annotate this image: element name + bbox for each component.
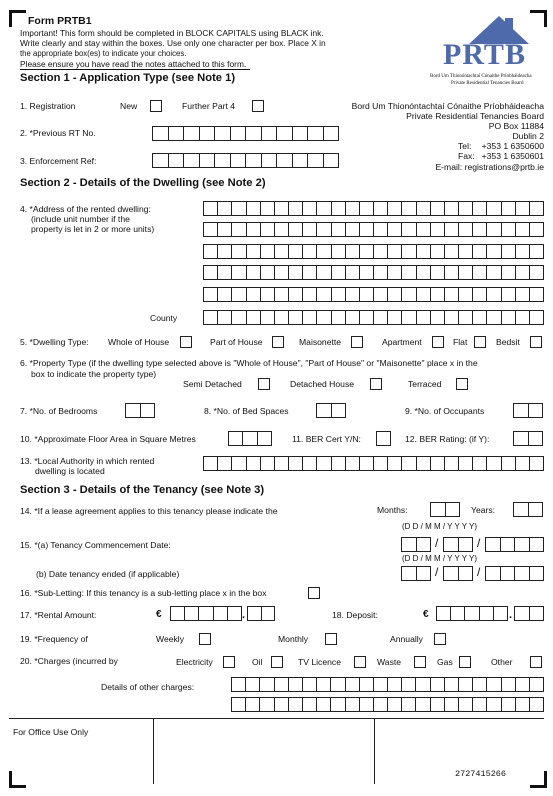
address-line-field-5[interactable] <box>203 287 544 302</box>
tv-licence-label: TV Licence <box>298 657 341 667</box>
new-label: New <box>120 101 138 111</box>
flat-checkbox[interactable] <box>474 336 486 348</box>
part-house-checkbox[interactable] <box>272 336 284 348</box>
occupants-label: 9. *No. of Occupants <box>405 406 485 416</box>
further-part4-label: Further Part 4 <box>182 101 236 111</box>
other-charges-field-2[interactable] <box>231 697 544 712</box>
bedsit-checkbox[interactable] <box>530 336 542 348</box>
terraced-label: Terraced <box>408 379 442 389</box>
registration-label: 1. Registration <box>20 101 76 111</box>
semi-detached-checkbox[interactable] <box>258 378 270 390</box>
occupants-field[interactable] <box>513 403 543 418</box>
property-type-label-1: 6. *Property Type (if the dwelling type selected above is "Whole of House", "Part of House" or "Maisonette" place x in the <box>20 358 478 368</box>
waste-label: Waste <box>377 657 402 667</box>
other-charges-label: Details of other charges: <box>101 682 195 692</box>
further-part4-checkbox[interactable] <box>252 100 264 112</box>
other-checkbox[interactable] <box>530 656 542 668</box>
new-checkbox[interactable] <box>150 100 162 112</box>
commencement-month-field[interactable] <box>443 537 473 552</box>
annually-label: Annually <box>390 634 423 644</box>
logo-text: PRTB <box>443 38 526 71</box>
apartment-label: Apartment <box>382 337 422 347</box>
section-3-title: Section 3 - Details of the Tenancy (see Note 3) <box>20 484 265 496</box>
commencement-day-field[interactable] <box>401 537 431 552</box>
monthly-label: Monthly <box>278 634 309 644</box>
ended-month-field[interactable] <box>443 566 473 581</box>
other-charges-field-1[interactable] <box>231 677 544 692</box>
intro-notice: Please ensure you have read the notes attached to this form. <box>20 59 250 70</box>
logo-caption-irish: Bord Um Thionóntachtaí Cónaithe Príobháideacha <box>430 74 532 79</box>
tv-licence-checkbox[interactable] <box>354 656 366 668</box>
previous-rt-field[interactable] <box>152 126 339 141</box>
date-format-hint-1: (D D / M M / Y Y Y Y) <box>402 522 477 531</box>
bedspaces-label: 8. *No. of Bed Spaces <box>204 406 289 416</box>
address-line-field-2[interactable] <box>203 222 544 237</box>
intro-line-1: Important! This form should be completed in BLOCK CAPITALS using BLACK ink. <box>20 28 324 38</box>
detached-house-label: Detached House <box>290 379 355 389</box>
floor-area-field[interactable] <box>228 431 272 446</box>
intro-line-2: Write clearly and stay within the boxes. Use only one character per box. Place X in <box>20 38 326 48</box>
terraced-checkbox[interactable] <box>456 378 468 390</box>
address-line-3: PO Box 11884 <box>488 121 544 131</box>
months-label: Months: <box>377 505 408 515</box>
dwelling-type-label: 5. *Dwelling Type: <box>20 337 89 347</box>
email-value: E-mail: registrations@prtb.ie <box>435 162 544 172</box>
date-slash: / <box>477 536 481 550</box>
bedsit-label: Bedsit <box>496 337 520 347</box>
address-line-4: Dublin 2 <box>512 131 544 141</box>
commencement-year-field[interactable] <box>485 537 544 552</box>
charges-label: 20. *Charges (incurred by <box>20 656 118 666</box>
tel-label: Tel: <box>458 141 472 151</box>
intro-line-3: the appropriate box(es) to indicate your choices. <box>20 49 187 58</box>
office-use-divider <box>9 718 544 719</box>
subletting-label: 16. *Sub-Letting: If this tenancy is a sub-letting place x in the box <box>20 588 267 598</box>
lease-months-field[interactable] <box>430 502 460 517</box>
deposit-cents-field[interactable] <box>514 606 544 621</box>
weekly-label: Weekly <box>156 634 185 644</box>
ber-rating-label: 12. BER Rating: (if Y): <box>405 434 490 444</box>
corner-mark-bottom-right <box>530 771 547 788</box>
ber-cert-field[interactable] <box>376 431 391 446</box>
maisonette-checkbox[interactable] <box>351 336 363 348</box>
county-label: County <box>150 313 178 323</box>
enforcement-label: 3. Enforcement Ref: <box>20 156 97 166</box>
bedrooms-field[interactable] <box>125 403 155 418</box>
subletting-checkbox[interactable] <box>308 587 320 599</box>
whole-house-label: Whole of House <box>108 337 170 347</box>
frequency-label: 19. *Frequency of <box>20 634 88 644</box>
other-label: Other <box>491 657 513 667</box>
years-label: Years: <box>471 505 496 515</box>
gas-label: Gas <box>437 657 453 667</box>
office-use-column-divider-1 <box>153 718 154 784</box>
bedrooms-label: 7. *No. of Bedrooms <box>20 406 98 416</box>
rent-euro-symbol: € <box>156 609 162 620</box>
maisonette-label: Maisonette <box>299 337 342 347</box>
gas-checkbox[interactable] <box>459 656 471 668</box>
oil-label: Oil <box>252 657 263 667</box>
address-line-2: Private Residential Tenancies Board <box>406 111 544 121</box>
address-line-field-3[interactable] <box>203 244 544 259</box>
address-line-1: Bord Um Thionóntachtaí Cónaithe Príobháideacha <box>351 101 544 111</box>
lease-years-field[interactable] <box>513 502 543 517</box>
section-2-title: Section 2 - Details of the Dwelling (see Note 2) <box>20 177 266 189</box>
part-house-label: Part of House <box>210 337 263 347</box>
form-title: Form PRTB1 <box>28 15 92 27</box>
monthly-checkbox[interactable] <box>325 633 337 645</box>
deposit-label: 18. Deposit: <box>332 610 378 620</box>
whole-house-checkbox[interactable] <box>180 336 192 348</box>
address-line-field-1[interactable] <box>203 201 544 216</box>
corner-mark-top-left <box>9 10 26 27</box>
fax-label: Fax: <box>458 151 475 161</box>
date-slash: / <box>435 565 439 579</box>
ber-cert-label: 11. BER Cert Y/N: <box>292 434 361 444</box>
corner-mark-bottom-left <box>9 771 26 788</box>
lease-label: 14. *If a lease agreement applies to this tenancy please indicate the <box>20 506 278 516</box>
local-authority-label-2: dwelling is located <box>35 466 105 476</box>
date-format-hint-2: (D D / M M / Y Y Y Y) <box>402 554 477 563</box>
dwelling-address-label-3: property is let in 2 or more units) <box>31 224 155 234</box>
address-line-field-4[interactable] <box>203 265 544 280</box>
prtb-logo <box>430 14 537 94</box>
floor-area-label: 10. *Approximate Floor Area in Square Metres <box>20 434 196 444</box>
oil-checkbox[interactable] <box>271 656 283 668</box>
commencement-label: 15. *(a) Tenancy Commencement Date: <box>20 540 171 550</box>
semi-detached-label: Semi Detached <box>183 379 242 389</box>
enforcement-field[interactable] <box>152 153 339 168</box>
deposit-euro-symbol: € <box>423 609 429 620</box>
flat-label: Flat <box>453 337 468 347</box>
section-1-title: Section 1 - Application Type (see Note 1) <box>20 72 236 84</box>
dwelling-address-label-1: 4. *Address of the rented dwelling: <box>20 204 151 214</box>
annually-checkbox[interactable] <box>434 633 446 645</box>
apartment-checkbox[interactable] <box>432 336 444 348</box>
detached-house-checkbox[interactable] <box>370 378 382 390</box>
rent-cents-field[interactable] <box>247 606 275 621</box>
date-slash: / <box>477 565 481 579</box>
dwelling-address-label-2: (include unit number if the <box>31 214 130 224</box>
county-field[interactable] <box>203 310 544 325</box>
fax-value: +353 1 6350601 <box>481 151 544 161</box>
electricity-label: Electricity <box>176 657 213 667</box>
date-slash: / <box>435 536 439 550</box>
rent-amount-field[interactable] <box>170 606 242 621</box>
rent-decimal-point: . <box>242 609 246 621</box>
local-authority-label-1: 13. *Local Authority in which rented <box>20 456 155 466</box>
rent-label: 17. *Rental Amount: <box>20 610 97 620</box>
waste-checkbox[interactable] <box>414 656 426 668</box>
previous-rt-label: 2. *Previous RT No. <box>20 128 96 138</box>
office-use-column-divider-2 <box>374 718 375 784</box>
serial-number: 2727415266 <box>455 769 507 779</box>
ended-year-field[interactable] <box>485 566 544 581</box>
electricity-checkbox[interactable] <box>223 656 235 668</box>
tenancy-ended-label: (b) Date tenancy ended (if applicable) <box>36 569 180 579</box>
property-type-label-2: box to indicate the property type) <box>31 369 157 379</box>
local-authority-field[interactable] <box>203 456 544 471</box>
deposit-decimal-point: . <box>509 609 513 621</box>
bedspaces-field[interactable] <box>316 403 346 418</box>
ended-day-field[interactable] <box>401 566 431 581</box>
deposit-amount-field[interactable] <box>436 606 508 621</box>
logo-caption-english: Private Residential Tenancies Board <box>451 81 524 86</box>
tel-value: +353 1 6350600 <box>481 141 544 151</box>
ber-rating-field[interactable] <box>513 431 543 446</box>
weekly-checkbox[interactable] <box>199 633 211 645</box>
office-use-label: For Office Use Only <box>13 727 89 737</box>
